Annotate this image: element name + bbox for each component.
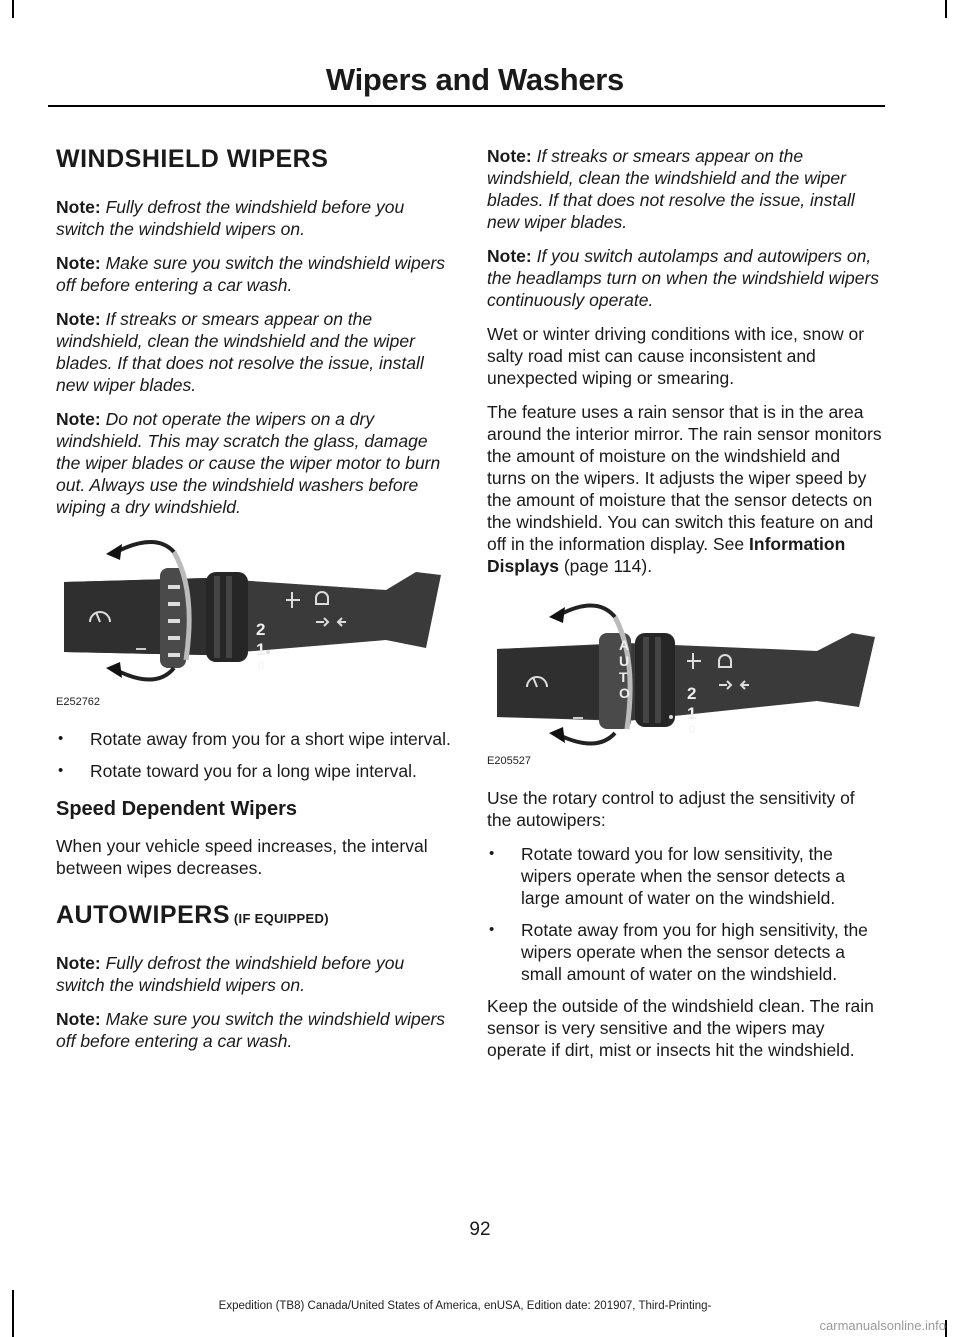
page-title: Wipers and Washers bbox=[325, 62, 624, 97]
wiper-stalk-illustration bbox=[56, 530, 454, 690]
note: Note: If streaks or smears appear on the windshield, clean the windshield and the wiper blades. If that does not resolve the issue, install new wiper blades. bbox=[487, 146, 855, 232]
crop-mark-top-right bbox=[945, 0, 947, 18]
subheading-speed-dependent-wipers: Speed Dependent Wipers bbox=[56, 798, 297, 820]
note: Note: Make sure you switch the windshield wipers off before entering a car wash. bbox=[56, 1009, 446, 1051]
crop-mark-bottom-left bbox=[12, 1290, 14, 1337]
autowiper-stalk-figure bbox=[487, 589, 883, 767]
list-item: • Rotate toward you for low sensitivity, the wipers operate when the sensor detects a large amount of water on the windshield. bbox=[487, 843, 883, 909]
wipe-interval-list bbox=[56, 728, 454, 782]
right-column bbox=[487, 145, 883, 1073]
left-column bbox=[56, 145, 454, 1064]
note: Note: Fully defrost the windshield before you switch the windshield wipers on. bbox=[56, 953, 405, 995]
section-heading-windshield-wipers: WINDSHIELD WIPERS bbox=[56, 145, 329, 173]
list-item: • Rotate away from you for a short wipe interval. bbox=[56, 728, 454, 750]
auto-letter-u: U bbox=[619, 653, 630, 669]
note: Note: If streaks or smears appear on the windshield, clean the windshield and the wiper blades. If that does not resolve the issue, install new wiper blades. bbox=[56, 309, 424, 395]
stalk-label-0: 0 bbox=[689, 724, 696, 736]
section-heading-autowipers: AUTOWIPERS (IF EQUIPPED) bbox=[56, 901, 329, 929]
figure-code: E252762 bbox=[56, 696, 101, 708]
note: Note: Fully defrost the windshield before you switch the windshield wipers on. bbox=[56, 197, 405, 239]
auto-letter-t: T bbox=[619, 669, 628, 685]
stalk-label-2: 2 bbox=[256, 620, 266, 639]
wet-conditions-paragraph: Wet or winter driving conditions with ice, snow or salty road mist can cause inconsistent and unexpected wiping or smearing. bbox=[487, 324, 865, 388]
rain-sensor-paragraph: The feature uses a rain sensor that is in the area around the interior mirror. The rain sensor monitors the amount of moisture on the windshield and turns on the wipers. It adjusts the wiper speed by the amount of moisture that the sensor detects on the windshield. You can switch this feature on and off in the information display. See Information Displays (page 114). bbox=[487, 402, 882, 576]
note: Note: If you switch autolamps and autowipers on, the headlamps turn on when the windshield wipers continuously operate. bbox=[487, 246, 880, 310]
note: Note: Do not operate the wipers on a dry windshield. This may scratch the glass, damage the wiper blades or cause the wiper motor to burn out. Always use the windshield washers before wiping a dry windshield. bbox=[56, 409, 441, 517]
stalk-label-1: 1 bbox=[687, 704, 697, 723]
wiper-stalk-figure bbox=[56, 530, 454, 708]
sensitivity-list bbox=[487, 843, 883, 985]
stalk-label-0: 0 bbox=[258, 660, 265, 672]
information-displays-link[interactable]: Information Displays bbox=[487, 534, 846, 576]
footer-edition-text: Expedition (TB8) Canada/United States of America, enUSA, Edition date: 201907, Third-Printing- bbox=[218, 1300, 712, 1312]
list-item: • Rotate away from you for high sensitivity, the wipers operate when the sensor detects a small amount of water on the windshield. bbox=[487, 919, 883, 985]
watermark: carmanualsonline.info bbox=[819, 1318, 946, 1333]
speed-paragraph: When your vehicle speed increases, the interval between wipes decreases. bbox=[56, 836, 428, 878]
note: Note: Make sure you switch the windshield wipers off before entering a car wash. bbox=[56, 253, 446, 295]
autowiper-stalk-illustration bbox=[487, 589, 883, 749]
list-item: • Rotate toward you for a long wipe interval. bbox=[56, 760, 454, 782]
auto-letter-a: A bbox=[619, 637, 630, 653]
crop-mark-top-left bbox=[12, 0, 14, 18]
stalk-label-2: 2 bbox=[687, 684, 697, 703]
rotary-intro: Use the rotary control to adjust the sensitivity of the autowipers: bbox=[487, 788, 855, 830]
stalk-label-1: 1 bbox=[256, 640, 266, 659]
page-number: 92 bbox=[469, 1219, 491, 1240]
header-divider bbox=[48, 105, 885, 107]
closing-paragraph: Keep the outside of the windshield clean. The rain sensor is very sensitive and the wipers may operate if dirt, mist or insects hit the windshield. bbox=[487, 996, 874, 1060]
figure-code: E205527 bbox=[487, 755, 532, 767]
auto-letter-o: O bbox=[619, 685, 630, 701]
